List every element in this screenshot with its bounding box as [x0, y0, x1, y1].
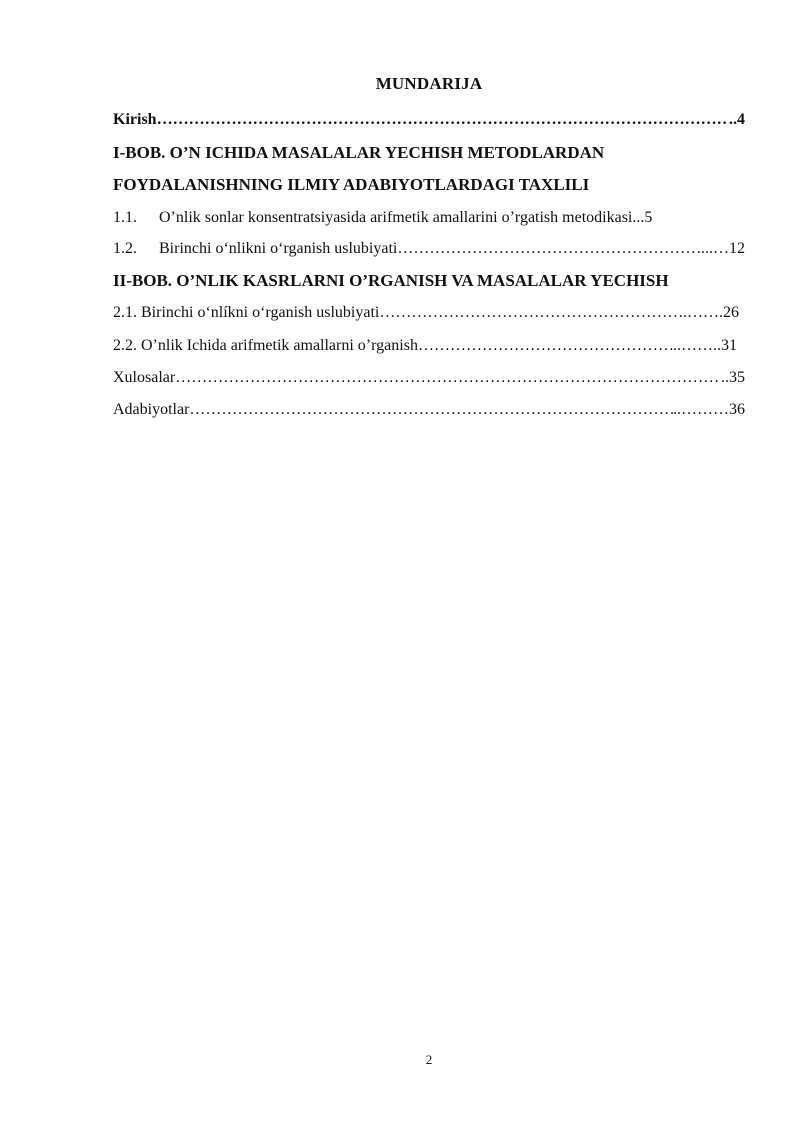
toc-leader-dots [397, 238, 701, 260]
toc-entry-page: ..……..31 [673, 337, 737, 354]
toc-entry-page: ...…12 [701, 240, 745, 257]
toc-entry-xulosalar [113, 367, 745, 389]
toc-entry-text: Birinchi o‘nlikni o‘rganish uslubiyati [159, 240, 398, 257]
toc-entry-text: Adabiyotlar [113, 401, 190, 418]
toc-entry-adabiyotlar [113, 399, 745, 421]
toc-entry-number: 1.1. [113, 209, 137, 226]
toc-leader-dots [379, 302, 683, 324]
toc-entry-text: 2.1. Birinchi o‘nlíkni o‘rganish uslubiyati [113, 304, 380, 321]
toc-entry-page: .…….26 [683, 304, 739, 321]
toc-entry-text: Kirish [113, 111, 157, 128]
toc-leader-dots [175, 367, 721, 389]
toc-entry-text: I-BOB. O’N ICHIDA MASALALAR YECHISH METODLARDAN [113, 143, 605, 162]
toc-entry-text: FOYDALANISHNING ILMIY ADABIYOTLARDAGI TAXLILI [113, 175, 590, 194]
toc-leader-dots [157, 109, 729, 131]
toc-leader-dots [418, 335, 673, 357]
toc-entry-page: ...5 [632, 209, 653, 226]
toc-leader-dots [189, 399, 673, 421]
toc-entry-page: ..………36 [673, 401, 745, 418]
toc-entry-text: O’nlik sonlar konsentratsiyasida arifmetik amallarini o’rgatish metodikasi [159, 209, 633, 226]
toc-chapter-1-heading [113, 142, 745, 164]
toc-entry-2-2 [113, 335, 737, 357]
page-number: 2 [425, 1052, 433, 1067]
toc-entry-text: 2.2. O’nlik Ichida arifmetik amallarni o’rganish [113, 337, 418, 354]
toc-entry-2-1 [113, 302, 739, 324]
toc-title: MUNDARIJA [375, 74, 483, 93]
toc-entry-kirish [113, 109, 745, 131]
toc-entry-text: Xulosalar [113, 369, 176, 386]
toc-chapter-2-heading [113, 270, 745, 292]
toc-entry-number: 1.2. [113, 240, 137, 257]
toc-entry-text: II-BOB. O’NLIK KASRLARNI O’RGANISH VA MASALALAR YECHISH [113, 271, 669, 290]
toc-entry-page: ..35 [721, 369, 745, 386]
toc-entry-page: ..4 [729, 111, 745, 128]
toc-chapter-1-heading-cont [113, 174, 745, 196]
toc-entry-1-2 [113, 238, 745, 260]
toc-entry-1-1 [113, 207, 745, 229]
